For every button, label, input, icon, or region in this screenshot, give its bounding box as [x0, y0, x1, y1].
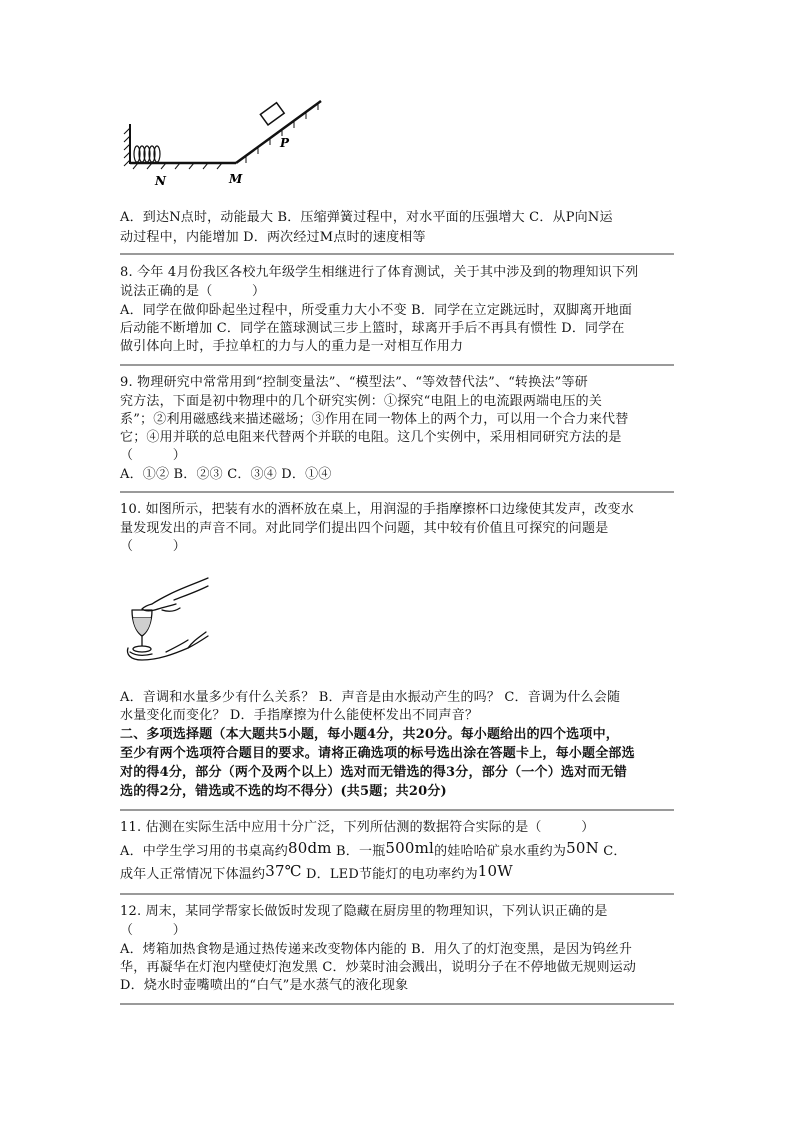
q10-stem-line2: 量发现发出的声音不同。对此同学们提出四个问题，其中较有价值且可探究的问题是	[120, 521, 609, 536]
divider	[120, 364, 674, 366]
divider	[120, 893, 674, 895]
q11-option-b: B．一瓶	[331, 844, 386, 859]
q7-options-line1: A．到达N点时，动能最大 B．压缩弹簧过程中，对水平面的压强增大 C．从P向N运	[120, 210, 613, 225]
q11-value-c: 37℃	[265, 862, 302, 880]
q12-options-line3: D．烧水时壶嘴喷出的“白气”是水蒸气的液化现象	[120, 978, 409, 993]
q12-options-line2: 华，再凝华在灯泡内壁使灯泡发黑 C．炒菜时油会溅出，说明分子在不停地做无规则运动	[120, 960, 637, 975]
q9-stem-line1: 9. 物理研究中常常用到“控制变量法”、“模型法”、“等效替代法”、“转换法”等研	[120, 375, 588, 390]
q8-stem-line2: 说法正确的是（ ）	[120, 284, 266, 299]
section2-line3: 对的得4分，部分（两个及两个以上）选对而无错选的得3分，部分（一个）选对而无错	[120, 765, 627, 780]
q10-stem-line1: 10. 如图所示，把装有水的酒杯放在桌上，用润湿的手指摩擦杯口边缘使其发声，改变水	[120, 502, 635, 517]
divider	[120, 253, 674, 255]
q11-value-d: 10W	[477, 862, 513, 880]
q11-option-d: D．LED节能灯的电功率约为	[301, 867, 478, 882]
q9-options-line1: A．①② B．②③ C．③④ D．①④	[120, 467, 332, 482]
q8-options-line3: 做引体向上时，手拉单杠的力与人的重力是一对相互作用力	[120, 339, 464, 354]
block-icon	[260, 103, 284, 125]
q11-stem-line1: 11. 估测在实际生活中应用十分广泛，下列所估测的数据符合实际的是（ ）	[120, 820, 595, 835]
q9-stem-line4: 它；④用并联的总电阻来代替两个并联的电阻。这几个实例中，采用相同研究方法的是	[120, 430, 622, 445]
label-p: P	[280, 136, 290, 150]
q10-options-line1: A．音调和水量多少有什么关系？ B．声音是由水振动产生的吗？ C．音调为什么会随	[120, 690, 621, 705]
divider	[120, 809, 674, 811]
q11-value-b1: 500ml	[385, 839, 435, 857]
q11-options-line2	[120, 862, 674, 884]
q9-stem-line5: （ ）	[120, 448, 187, 463]
q12-stem-line1: 12. 周末，某同学帮家长做饭时发现了隐藏在厨房里的物理知识，下列认识正确的是	[120, 904, 608, 919]
q12-options-line1: A．烤箱加热食物是通过热传递来改变物体内能的 B．用久了的灯泡变黑，是因为钨丝升	[120, 942, 633, 957]
q11-option-a: A．中学生学习用的书桌高约	[120, 844, 288, 859]
divider	[120, 1003, 674, 1005]
q11-value-b2: 50N	[566, 839, 599, 857]
q9-stem-line3: 系”；②利用磁感线来描述磁场；③作用在同一物体上的两个力，可以用一个合力来代替	[120, 412, 629, 427]
spring-icon	[134, 146, 160, 162]
section2-line4: 选的得2分，错选或不选的均不得分）(共5题；共20分)	[120, 784, 447, 799]
q7-options-line2: 动过程中，内能增加 D．两次经过M点时的速度相等	[120, 230, 426, 245]
q8-options-line2: 后动能不断增加 C．同学在篮球测试三步上篮时，球离开手后不再具有惯性 D．同学在	[120, 321, 625, 336]
q11-option-c-start: C．	[598, 844, 627, 859]
wine-glass-figure	[122, 574, 216, 666]
q12-stem-line2: （ ）	[120, 923, 187, 938]
q10-stem-line3: （ ）	[120, 539, 187, 554]
q11-options-line1	[120, 839, 674, 861]
q8-stem-line1: 8. 今年 4月份我区各校九年级学生相继进行了体育测试，关于其中涉及到的物理知识下列	[120, 265, 639, 280]
incline-spring-figure	[118, 96, 334, 192]
q11-value-a: 80dm	[288, 839, 332, 857]
q10-options-line2: 水量变化而变化？ D．手指摩擦为什么能使杯发出不同声音？	[120, 708, 479, 723]
label-m: M	[229, 172, 243, 186]
section2-line2: 至少有两个选项符合题目的要求。请将正确选项的标号选出涂在答题卡上，每小题全部选	[120, 746, 635, 761]
section2-line1: 二、多项选择题（本大题共5小题，每小题4分，共20分。每小题给出的四个选项中，	[120, 727, 619, 742]
q9-stem-line2: 究方法，下面是初中物理中的几个研究实例：①探究“电阻上的电流跟两端电压的关	[120, 394, 603, 409]
q11-option-b2: 的娃哈哈矿泉水重约为	[434, 844, 567, 859]
q8-options-line1: A．同学在做仰卧起坐过程中，所受重力大小不变 B．同学在立定跳远时，双脚离开地面	[120, 303, 633, 318]
label-n: N	[155, 174, 166, 188]
divider	[120, 491, 674, 493]
q11-option-c: 成年人正常情况下体温约	[120, 867, 266, 882]
